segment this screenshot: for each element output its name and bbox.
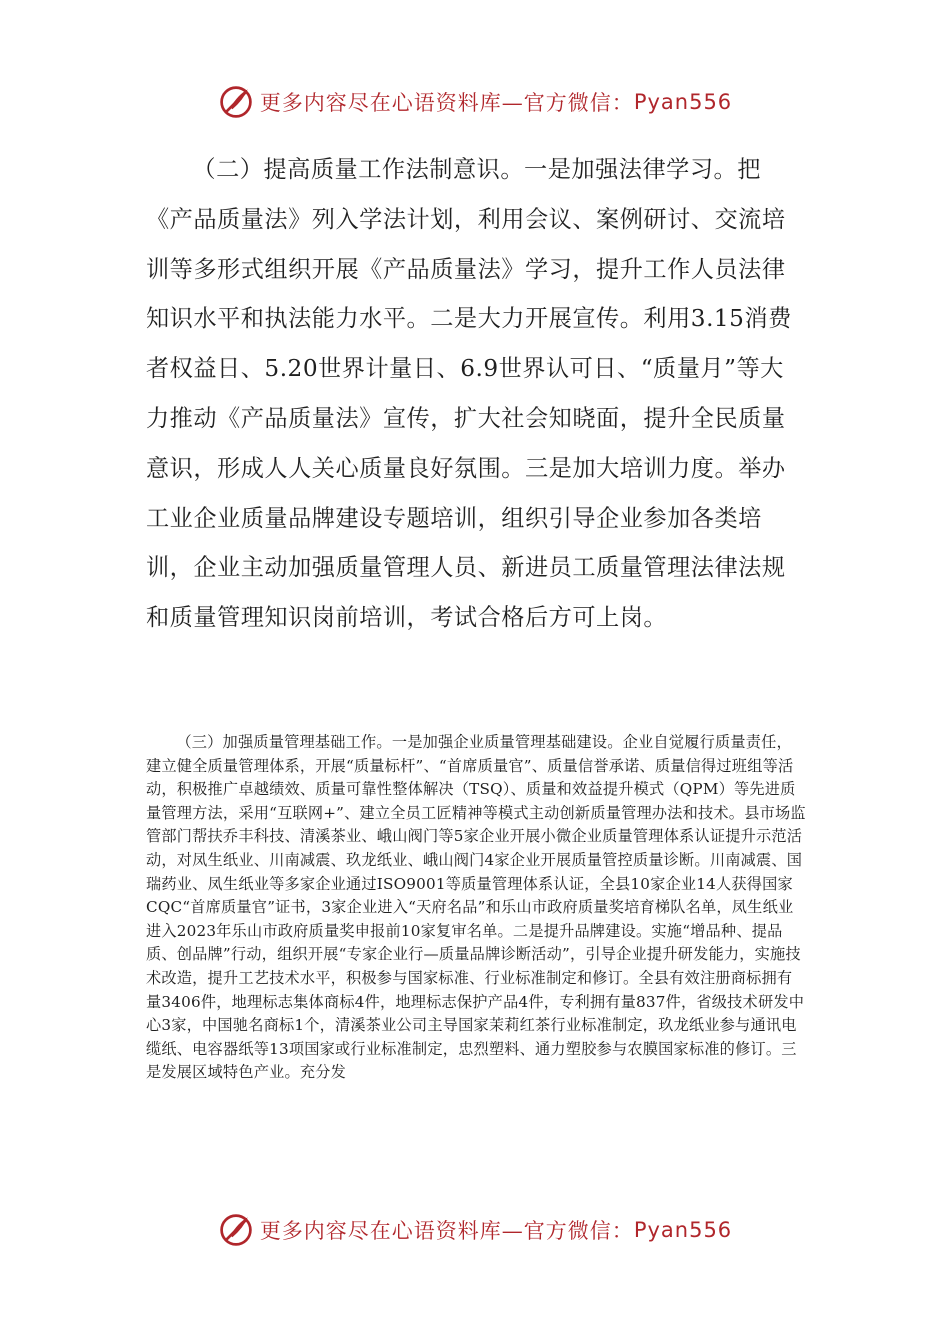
quill-logo-icon [218,84,254,120]
watermark-text: 更多内容尽在心语资料库—官方微信： [259,91,634,115]
quill-logo-icon [218,1212,254,1248]
watermark-text: 更多内容尽在心语资料库—官方微信： [259,1219,634,1243]
footer-watermark [0,1208,950,1252]
section-2-paragraph: （二）提高质量工作法制意识。一是加强法律学习。把《产品质量法》列入学法计划，利用会议、案例研讨、交流培训等多形式组织开展《产品质量法》学习，提升工作人员法律知识水平和执法能力水平。二是大力开展宣传。利用3.15消费者权益日、5.20世界计量日、6.9世界认可日、“质量月”等大力推动《产品质量法》宣传，扩大社会知晓面，提升全民质量意识，形成人人关心质量良好氛围。三是加大培训力度。举办工业企业质量品牌建设专题培训，组织引导企业参加各类培训，企业主动加强质量管理人员、新进员工质量管理法律法规和质量管理知识岗前培训，考试合格后方可上岗。 [146,156,792,632]
wechat-id: Pyan556 [633,1218,733,1242]
section-3-paragraph: （三）加强质量管理基础工作。一是加强企业质量管理基础建设。企业自觉履行质量责任，建立健全质量管理体系，开展“质量标杆”、“首席质量官”、质量信誉承诺、质量信得过班组等活动，积极推广卓越绩效、质量可靠性整体解决（TSQ）、质量和效益提升模式（QPM）等先进质量管理方法，采用“互联网+”、建立全员工匠精神等模式主动创新质量管理办法和技术。县市场监管部门帮扶乔丰科技、清溪茶业、峨山阀门等5家企业开展小微企业质量管理体系认证提升示范活动，对凤生纸业、川南减震、玖龙纸业、峨山阀门4家企业开展质量管控质量诊断。川南减震、国瑞药业、凤生纸业等多家企业通过ISO9001等质量管理体系认证，全县10家企业14人获得国家CQC“首席质量官”证书，3家企业进入“天府名品”和乐山市政府质量奖培育梯队名单，凤生纸业进入2023年乐山市政府质量奖申报前10家复审名单。二是提升品牌建设。实施“增品种、提品质、创品牌”行动，组织开展“专家企业行—质量品牌诊断活动”，引导企业提升研发能力，实施技术改造，提升工艺技术水平，积极参与国家标准、行业标准制定和修订。全县有效注册商标拥有量3406件，地理标志集体商标4件，地理标志保护产品4件，专利拥有量837件，省级技术研发中心3家，中国驰名商标1个，清溪茶业公司主导国家茉莉红茶行业标准制定，玖龙纸业参与通讯电缆纸、电容器纸等13项国家或行业标准制定，忠烈塑料、通力塑胶参与农膜国家标准的修订。三是发展区域特色产业。充分发 [146,733,806,1082]
wechat-id: Pyan556 [633,90,733,114]
header-watermark [0,80,950,124]
